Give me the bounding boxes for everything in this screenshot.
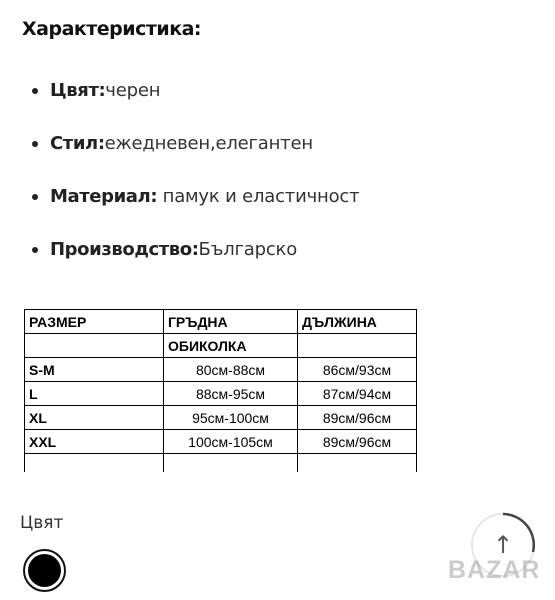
length-cell: 87см/94см	[298, 382, 417, 406]
table-row	[25, 382, 417, 406]
size-cell: S-M	[25, 358, 164, 382]
header-chest-sub: ОБИКОЛКА	[164, 334, 298, 358]
watermark-logo: BAZAR	[448, 556, 541, 584]
size-cell: L	[25, 382, 164, 406]
table-row	[25, 358, 417, 382]
empty-cell	[25, 454, 164, 473]
header-chest: ГРЪДНА	[164, 310, 298, 334]
empty-cell	[298, 334, 417, 358]
chest-cell: 88см-95см	[164, 382, 298, 406]
length-cell: 86см/93см	[298, 358, 417, 382]
chest-cell: 80см-88см	[164, 358, 298, 382]
attribute-style	[32, 131, 359, 157]
empty-cell	[25, 334, 164, 358]
attribute-value: памук и еластичност	[157, 186, 360, 207]
length-cell: 89см/96см	[298, 406, 417, 430]
color-selector-label: Цвят	[20, 513, 64, 533]
size-cell: XXL	[25, 430, 164, 454]
table-row	[25, 406, 417, 430]
attribute-label: Производство:	[50, 239, 199, 260]
attribute-label: Цвят:	[50, 80, 106, 101]
attribute-color	[32, 78, 359, 104]
attribute-label: Стил:	[50, 133, 105, 154]
attribute-value: Българско	[198, 239, 298, 260]
attribute-value: черен	[105, 80, 161, 101]
empty-cell	[298, 454, 417, 473]
attribute-production	[32, 237, 359, 263]
size-chart-table	[24, 309, 417, 472]
empty-cell	[164, 454, 298, 473]
attribute-material	[32, 184, 359, 210]
attribute-label: Материал:	[50, 186, 158, 207]
header-length: ДЪЛЖИНА	[298, 310, 417, 334]
chest-cell: 95см-100см	[164, 406, 298, 430]
table-tail-row	[25, 454, 417, 473]
header-size: РАЗМЕР	[25, 310, 164, 334]
color-swatch-black[interactable]	[23, 549, 66, 592]
arrow-up-icon: ↑	[492, 531, 514, 559]
bullet-icon	[32, 247, 38, 253]
length-cell: 89см/96см	[298, 430, 417, 454]
attribute-value: ежедневен,елегантен	[104, 133, 313, 154]
attributes-list	[32, 78, 359, 290]
bullet-icon	[32, 194, 38, 200]
table-subheader-row	[25, 334, 417, 358]
bullet-icon	[32, 88, 38, 94]
table-row	[25, 430, 417, 454]
color-swatch-fill	[28, 554, 61, 587]
chest-cell: 100см-105см	[164, 430, 298, 454]
size-cell: XL	[25, 406, 164, 430]
table-header-row	[25, 310, 417, 334]
bullet-icon	[32, 141, 38, 147]
section-title: Характеристика:	[22, 18, 202, 40]
